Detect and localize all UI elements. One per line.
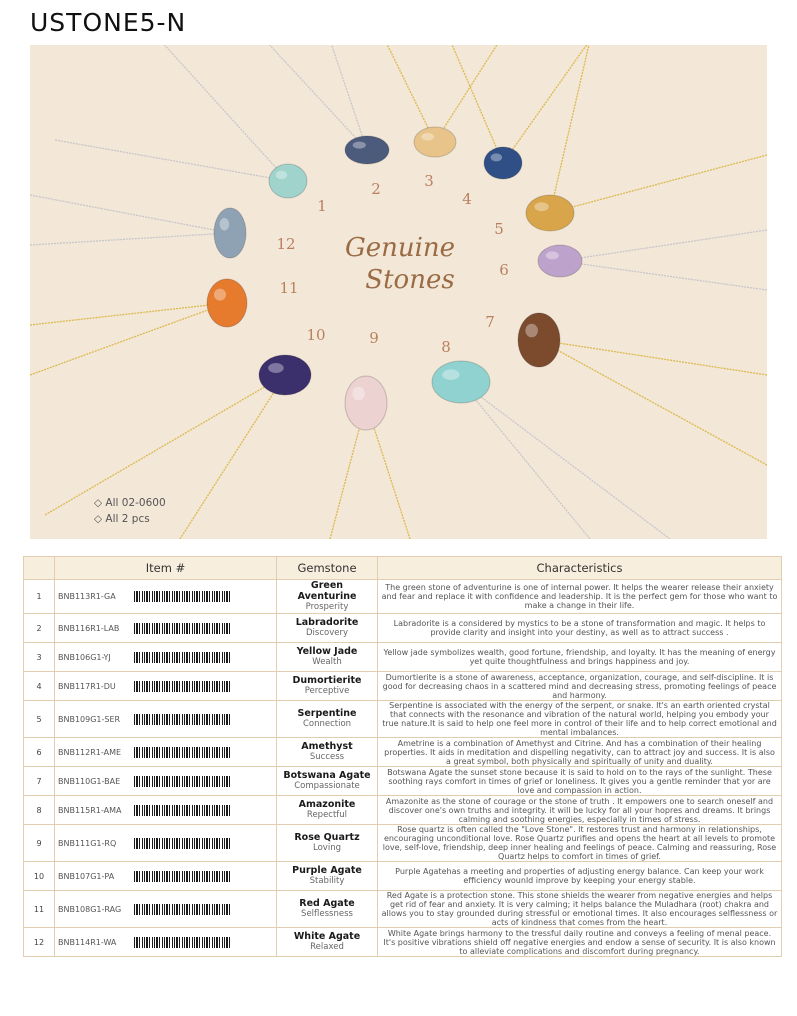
barcode	[134, 776, 230, 787]
gem-trait: Discovery	[306, 628, 348, 638]
gem-cell	[277, 825, 378, 862]
stone-highlight	[546, 251, 559, 259]
stone-highlight	[220, 218, 230, 231]
gem-name: Serpentine	[297, 708, 357, 719]
gemstone-pendant	[538, 245, 582, 277]
table-row	[24, 825, 782, 862]
row-index: 4	[24, 672, 55, 701]
characteristics-text: Labradorite is a considered by mystics to be a stone of transformation and magic. It helps to provide clarity and insight into your destiny, as well as to attract success .	[378, 614, 782, 643]
characteristics-text: Yellow jade symbolizes wealth, good fortune, friendship, and loyalty. It has the meaning of energy yet quite thoughtfulness and brings happiness and joy.	[378, 643, 782, 672]
stone-number: 1	[317, 197, 327, 215]
gem-cell	[277, 614, 378, 643]
item-code: BNB117R1-DU	[58, 681, 116, 691]
item-cell	[55, 643, 277, 672]
characteristics-text: Dumortierite is a stone of awareness, acceptance, organization, courage, and self-discipline. It is good for decreasing chaos in a scattered mind and decreasing stress, promoting feelings of peace and harmony.	[378, 672, 782, 701]
barcode	[134, 805, 230, 816]
row-index: 7	[24, 767, 55, 796]
gemstone-pendant	[207, 279, 247, 327]
barcode	[134, 937, 230, 948]
item-header: Item #	[55, 557, 277, 580]
table-row	[24, 672, 782, 701]
item-code: BNB109G1-SER	[58, 714, 121, 724]
stone-number: 4	[462, 190, 472, 208]
stone-highlight	[214, 289, 226, 301]
item-code: BNB110G1-BAE	[58, 776, 121, 786]
item-code: BNB107G1-PA	[58, 871, 115, 881]
gem-trait: Stability	[309, 876, 345, 886]
chain-line	[503, 45, 590, 163]
chain-line	[160, 45, 288, 181]
row-index: 3	[24, 643, 55, 672]
row-index: 1	[24, 580, 55, 614]
barcode	[134, 838, 230, 849]
item-cell	[55, 928, 277, 957]
stone-number: 11	[279, 279, 299, 297]
stone-highlight	[352, 387, 365, 401]
row-index: 2	[24, 614, 55, 643]
row-index: 6	[24, 738, 55, 767]
item-code: BNB112R1-AME	[58, 747, 122, 757]
characteristics-text: Botswana Agate the sunset stone because it is said to hold on to the rays of the sunlight. These soothing rays comfort in times of grief or loneliness. It gives you a gentle reminder that yor are love and compassion in action.	[378, 767, 782, 796]
index-header	[24, 557, 55, 580]
characteristics-text: Amazonite as the stone of courage or the stone of truth . It empowers one to search oneself and discover one's own truths and integrity. it will be lucky for all your hopres and dreams. It brings calming and soothing energies, especially in times of stress.	[378, 796, 782, 825]
gemstone-pendant	[269, 164, 307, 198]
gem-trait: Repectful	[306, 810, 348, 820]
page-title: USTONE5-N	[30, 8, 187, 37]
gem-name: Botswana Agate	[283, 770, 371, 781]
stone-number: 5	[494, 220, 504, 238]
characteristics-text: Red Agate is a protection stone. This stone shields the wearer from negative energies and helps get rid of fear and anxiety. It is very calming; it helps balance the Muladhara (root) chakra and allows you to stay grounded during stressful or emotional times. It also encourages selflessness or acts of kindness that comes from the heart.	[378, 891, 782, 928]
gem-name: Yellow Jade	[296, 646, 358, 657]
chain-line	[550, 155, 767, 213]
item-cell	[55, 738, 277, 767]
row-index: 12	[24, 928, 55, 957]
chain-line	[461, 382, 670, 539]
item-code: BNB108G1-RAG	[58, 904, 122, 914]
gem-name: Labradorite	[295, 617, 359, 628]
stone-number: 7	[485, 313, 495, 331]
stone-highlight	[534, 202, 548, 211]
chain-line	[30, 195, 230, 233]
product-photo	[30, 45, 767, 539]
stone-number: 6	[499, 261, 509, 279]
stone-highlight	[268, 363, 284, 373]
stone-highlight	[525, 324, 538, 338]
gemstone-header: Gemstone	[277, 557, 378, 580]
item-cell	[55, 796, 277, 825]
table-row	[24, 891, 782, 928]
chain-line	[539, 340, 767, 465]
chain-line	[560, 230, 767, 261]
gem-trait: Relaxed	[310, 942, 344, 952]
chain-line	[435, 45, 500, 142]
stone-number: 10	[306, 326, 326, 344]
gemstone-pendant	[432, 361, 490, 403]
gemstone-pendant	[214, 208, 246, 258]
gem-cell	[277, 796, 378, 825]
item-cell	[55, 825, 277, 862]
gem-name: Purple Agate	[292, 865, 362, 876]
item-cell	[55, 862, 277, 891]
table-row	[24, 928, 782, 957]
chain-line	[30, 233, 230, 245]
table-row	[24, 796, 782, 825]
gem-cell	[277, 891, 378, 928]
gemstone-pendant	[345, 136, 389, 164]
gem-cell	[277, 767, 378, 796]
chain-line	[180, 375, 285, 539]
gem-cell	[277, 643, 378, 672]
stone-number: 2	[371, 180, 381, 198]
gemstone-pendant	[414, 127, 456, 157]
row-index: 11	[24, 891, 55, 928]
item-code: BNB113R1-GA	[58, 592, 116, 601]
item-code: BNB114R1-WA	[58, 937, 117, 947]
gem-cell	[277, 862, 378, 891]
table-row	[24, 580, 782, 614]
gem-trait: Connection	[302, 719, 352, 729]
chain-line	[450, 45, 503, 163]
item-cell	[55, 614, 277, 643]
gemstone-pendant	[484, 147, 522, 179]
characteristics-text: Ametrine is a combination of Amethyst and Citrine. And has a combination of their healing properties. It aids in meditation and dispelling negativity, can to attract joy and success. It is also a great symbol, both physically and spiritually of unity and duality.	[378, 738, 782, 767]
gem-trait: Perceptive	[304, 686, 350, 696]
gem-cell	[277, 672, 378, 701]
gem-name: Rose Quartz	[294, 832, 360, 843]
table-row	[24, 862, 782, 891]
gem-trait: Wealth	[312, 657, 342, 667]
characteristics-text: Rose quartz is often called the "Love Stone". It restores trust and harmony in relationships, encouraging unconditional love. Rose Quartz purifies and opens the heart at all levels to promote love, self-love, friendship, deep inner healing and feelings of peace. Calming and reassuring, Rose Quartz helps to comfort in times of grief.	[378, 825, 782, 862]
item-code: BNB111G1-RQ	[58, 838, 117, 848]
gem-cell	[277, 928, 378, 957]
gem-name: Amazonite	[298, 799, 356, 810]
stone-number: 8	[441, 338, 451, 356]
row-index: 9	[24, 825, 55, 862]
gemstone-pendant	[526, 195, 574, 231]
chain-line	[560, 261, 767, 290]
chain-line	[461, 382, 590, 539]
stone-number: 3	[424, 172, 434, 190]
item-cell	[55, 767, 277, 796]
barcode	[134, 714, 230, 725]
table-row	[24, 614, 782, 643]
gemstone-pendant	[259, 355, 311, 395]
barcode	[134, 681, 230, 692]
table-row	[24, 701, 782, 738]
barcode	[134, 747, 230, 758]
chain-line	[330, 45, 367, 150]
gemstone-pendant	[518, 313, 560, 367]
barcode	[134, 871, 230, 882]
stone-highlight	[442, 369, 459, 380]
table-header-row	[24, 557, 782, 580]
chain-line	[265, 45, 367, 150]
chain-line	[45, 375, 285, 515]
table-row	[24, 767, 782, 796]
gem-trait: Success	[309, 752, 345, 762]
chain-line	[539, 340, 767, 375]
barcode	[134, 652, 230, 663]
characteristics-text: Purple Agatehas a meeting and properties of adjusting energy balance. Can keep your work efficiency wounld improve by keeping your energy stable.	[378, 862, 782, 891]
gem-trait: Selflessness	[301, 909, 353, 919]
item-code: BNB116R1-LAB	[58, 623, 120, 633]
row-index: 8	[24, 796, 55, 825]
stone-number: 9	[369, 329, 379, 347]
meta-line: ◇ All 02-0600	[94, 497, 166, 509]
gem-name: White Agate	[293, 931, 361, 942]
gem-name: Red Agate	[299, 898, 355, 909]
table-row	[24, 643, 782, 672]
gem-trait: Compassionate	[294, 781, 360, 791]
barcode	[134, 591, 230, 602]
item-cell	[55, 672, 277, 701]
gemstone-pendant	[345, 376, 387, 430]
gem-cell	[277, 738, 378, 767]
gem-cell	[277, 580, 378, 614]
barcode	[134, 623, 230, 634]
genuine-stones-title: Genuine Stones	[344, 233, 456, 295]
stone-highlight	[353, 142, 366, 149]
item-cell	[55, 891, 277, 928]
stone-highlight	[421, 133, 434, 141]
gem-name: Dumortierite	[292, 675, 362, 686]
characteristics-text: The green stone of adventurine is one of internal power. It helps the wearer release their anxiety and fear and replace it with confidence and leadership. It is the perfect gem for those who want to make a change in their life.	[378, 580, 782, 614]
stone-highlight	[491, 153, 502, 161]
characteristics-text: Serpentine is associated with the energy of the serpent, or snake. It's an earth oriented crystal that connects with the resonance and vibration of the natural world, helping you embody your true nature.It is said to help one feel more in control of their life and to help correct emotional and mental imbalances.	[378, 701, 782, 738]
item-code: BNB115R1-AMA	[58, 805, 122, 815]
barcode	[134, 904, 230, 915]
gem-trait: Loving	[313, 843, 341, 853]
characteristics-text: White Agate brings harmony to the tressful daily routine and conveys a feeling of menal peace. It's positive vibrations shield off negative energies and endow a sense of security. It is also known to alleviate complications and discomfort during pregnancy.	[378, 928, 782, 957]
item-cell	[55, 580, 277, 614]
gem-name: Green Aventurine	[297, 580, 357, 602]
row-index: 5	[24, 701, 55, 738]
gem-name: Amethyst	[301, 741, 353, 752]
chain-line	[550, 45, 590, 213]
stone-highlight	[276, 171, 287, 180]
item-code: BNB106G1-YJ	[58, 652, 111, 662]
gem-trait: Prosperity	[305, 602, 349, 612]
row-index: 10	[24, 862, 55, 891]
stone-number: 12	[276, 235, 296, 253]
gem-cell	[277, 701, 378, 738]
chain-line	[55, 140, 288, 181]
characteristics-header: Characteristics	[378, 557, 782, 580]
meta-line: ◇ All 2 pcs	[94, 513, 150, 525]
product-spec-table	[23, 556, 782, 957]
table-row	[24, 738, 782, 767]
item-cell	[55, 701, 277, 738]
